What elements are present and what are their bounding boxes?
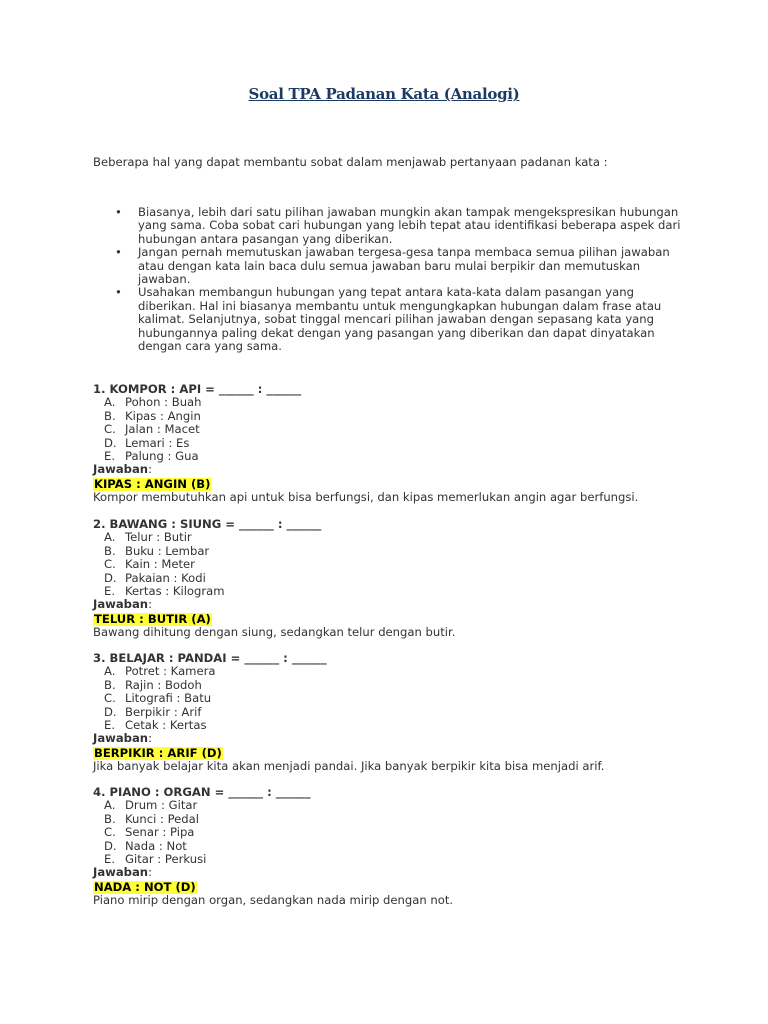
option-text: Nada : Not [125,838,187,853]
options-list [93,799,713,866]
option-letter: A. [104,530,116,545]
question-prompt: 3. BELAJAR : PANDAI = ______ : ______ [93,651,327,665]
tip-text: Usahakan membangun hubungan yang tepat antara kata-kata dalam pasangan yang diberikan. Hal ini biasanya membantu untuk mengungkapkan hubungan dalam frase atau kalimat. Selanjutnya, sobat tinggal mencari pilihan jawaban dengan sepasang kata yang hubungannya paling dekat dengan yang pasangan yang diberikan dan dapat dinyatakan dengan cara yang sama. [138,285,662,354]
option-item [93,396,713,409]
option-letter: B. [104,811,116,826]
bullet-icon: • [115,245,122,260]
question-prompt: 1. KOMPOR : API = ______ : ______ [93,382,302,396]
option-letter: A. [104,664,116,679]
option-item [93,692,713,705]
option-text: Lemari : Es [125,435,190,450]
option-text: Kunci : Pedal [125,811,199,826]
option-letter: E. [104,852,116,867]
option-item [93,853,713,866]
option-letter: D. [104,570,117,585]
option-text: Litografi : Batu [125,691,212,706]
option-letter: C. [104,691,116,706]
option-text: Palung : Gua [125,449,199,464]
option-item [93,706,713,719]
option-text: Cetak : Kertas [125,718,207,733]
option-item [93,679,713,692]
tip-item [93,286,693,353]
answer-highlight: KIPAS : ANGIN (B) [94,476,211,491]
option-letter: D. [104,838,117,853]
tip-item [93,206,693,246]
answer-label: Jawaban: [93,865,152,880]
option-text: Potret : Kamera [125,664,216,679]
answer-highlight: NADA : NOT (D) [94,879,196,894]
question-block [93,786,713,908]
option-letter: E. [104,718,116,733]
bullet-icon: • [115,205,122,219]
answer-label: Jawaban: [93,597,152,612]
question-prompt: 2. BAWANG : SIUNG = ______ : ______ [93,517,322,531]
answer-highlight: TELUR : BUTIR (A) [94,611,211,626]
option-letter: E. [104,449,116,464]
option-text: Drum : Gitar [125,798,198,813]
answer-explanation: Kompor membutuhkan api untuk bisa berfungsi, dan kipas memerlukan angin agar berfungsi. [93,490,639,505]
option-item [93,558,713,571]
option-item [93,813,713,826]
options-list [93,396,713,463]
option-letter: E. [104,584,116,599]
option-item [93,585,713,598]
option-text: Senar : Pipa [125,825,195,840]
question-block [93,383,713,505]
tip-text: Jangan pernah memutuskan jawaban tergesa-gesa tanpa membaca semua pilihan jawaban atau dengan kata lain baca dulu semua jawaban baru mulai berpikir dan memutuskan jawaban. [138,245,670,287]
option-text: Gitar : Perkusi [125,852,207,867]
option-letter: C. [104,557,116,572]
option-text: Kain : Meter [125,557,195,572]
option-text: Buku : Lembar [125,543,210,558]
options-list [93,531,713,598]
page-title: Soal TPA Padanan Kata (Analogi) [248,85,520,103]
option-letter: B. [104,677,116,692]
option-item [93,799,713,812]
option-letter: C. [104,825,116,840]
answer-explanation: Bawang dihitung dengan siung, sedangkan telur dengan butir. [93,625,456,640]
intro-paragraph: Beberapa hal yang dapat membantu sobat dalam menjawab pertanyaan padanan kata : [93,155,608,169]
tip-item [93,246,693,286]
option-letter: C. [104,422,116,437]
question-block [93,652,713,774]
option-text: Rajin : Bodoh [125,677,202,692]
option-text: Kipas : Angin [125,408,201,423]
option-item [93,450,713,463]
tip-text: Biasanya, lebih dari satu pilihan jawaban mungkin akan tampak mengekspresikan hubungan yang sama. Coba sobat cari hubungan yang lebih tepat atau identifikasi beberapa aspek dari hubungan antara pasangan yang diberikan. [138,205,681,246]
option-item [93,665,713,678]
option-text: Jalan : Macet [125,422,200,437]
option-item [93,719,713,732]
answer-highlight: BERPIKIR : ARIF (D) [94,745,222,760]
question-prompt: 4. PIANO : ORGAN = ______ : ______ [93,785,311,799]
option-text: Pakaian : Kodi [125,570,206,585]
option-text: Pohon : Buah [125,395,202,410]
option-letter: D. [104,435,117,450]
answer-label: Jawaban: [93,462,152,477]
option-letter: B. [104,408,116,423]
option-item [93,545,713,558]
option-letter: D. [104,704,117,719]
question-block [93,518,713,640]
tips-list [93,206,693,353]
option-item [93,572,713,585]
option-item [93,437,713,450]
option-item [93,826,713,839]
answer-explanation: Piano mirip dengan organ, sedangkan nada mirip dengan not. [93,893,454,908]
option-text: Kertas : Kilogram [125,584,225,599]
answer-explanation: Jika banyak belajar kita akan menjadi pandai. Jika banyak berpikir kita bisa menjadi arif. [93,759,605,774]
option-item [93,410,713,423]
option-text: Berpikir : Arif [125,704,202,719]
option-letter: B. [104,543,116,558]
option-letter: A. [104,395,116,410]
option-text: Telur : Butir [125,530,192,545]
bullet-icon: • [115,285,122,300]
answer-label: Jawaban: [93,731,152,746]
option-item [93,423,713,436]
option-item [93,531,713,544]
option-item [93,840,713,853]
option-letter: A. [104,798,116,813]
options-list [93,665,713,732]
